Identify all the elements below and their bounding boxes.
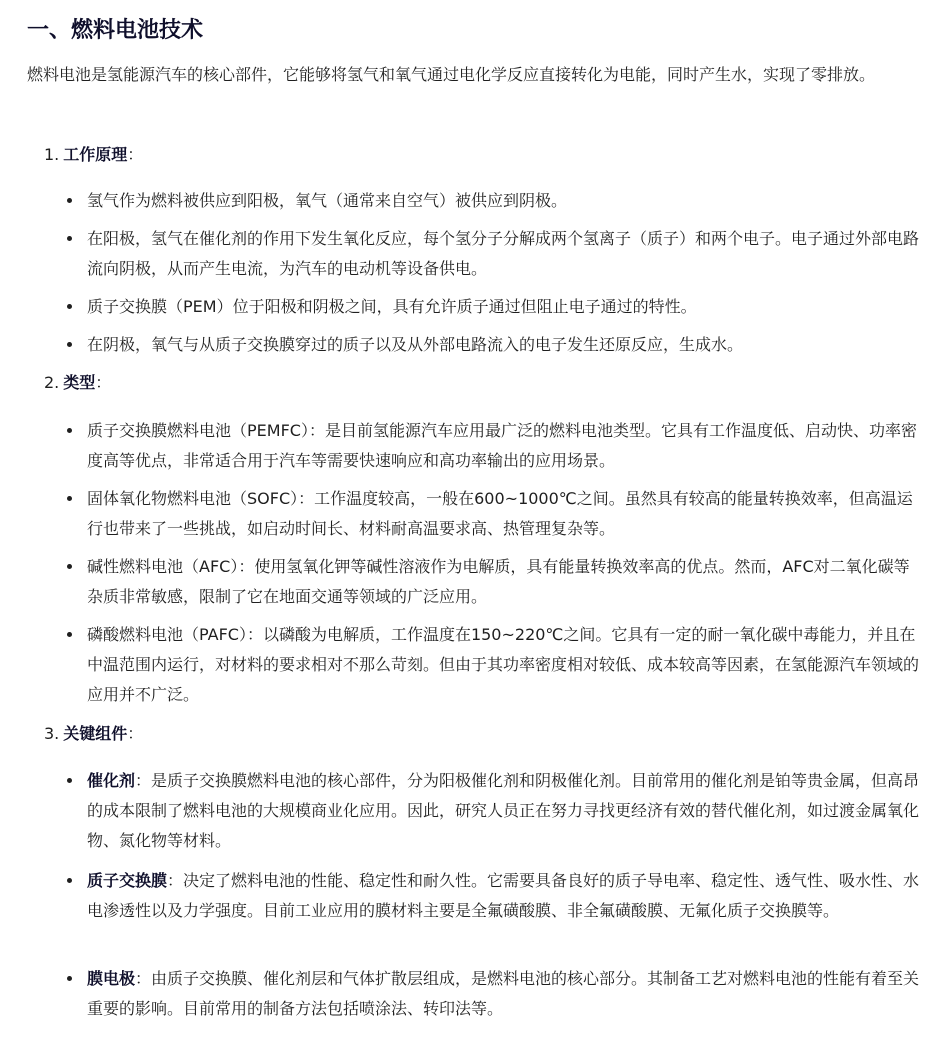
intro-paragraph: 燃料电池是氢能源汽车的核心部件，它能够将氢气和氧气通过电化学反应直接转化为电能，同时产生水，实现了零排放。 [27, 65, 876, 84]
item-number: 2. [44, 373, 60, 392]
item-number: 3. [44, 724, 60, 743]
item-title: 类型 [63, 373, 96, 392]
numbered-item-types [44, 371, 111, 395]
list-item: 碱性燃料电池（AFC）：使用氢氧化钾等碱性溶液作为电解质，具有能量转换效率高的优点。然而，AFC对二氧化碳等杂质非常敏感，限制了它在地面交通等领域的广泛应用。 [87, 552, 922, 612]
list-item: 质子交换膜：决定了燃料电池的性能、稳定性和耐久性。它需要具备良好的质子导电率、稳定性、透气性、吸水性、水电渗透性以及力学强度。目前工业应用的膜材料主要是全氟磺酸膜、非全氟磺酸膜、无氟化质子交换膜等。 [87, 866, 922, 926]
list-item: 在阴极，氧气与从质子交换膜穿过的质子以及从外部电路流入的电子发生还原反应，生成水。 [87, 330, 922, 360]
numbered-item-components [44, 722, 143, 746]
item-colon: ： [127, 724, 144, 743]
item-title: 工作原理 [63, 145, 128, 164]
item-term: 膜电极 [87, 969, 136, 988]
list-item: 质子交换膜燃料电池（PEMFC）：是目前氢能源汽车应用最广泛的燃料电池类型。它具有工作温度低、启动快、功率密度高等优点，非常适合用于汽车等需要快速响应和高功率输出的应用场景。 [87, 416, 922, 476]
list-item: 固体氧化物燃料电池（SOFC）：工作温度较高，一般在600~1000℃之间。虽然具有较高的能量转换效率，但高温运行也带来了一些挑战，如启动时间长、材料耐高温要求高、热管理复杂等。 [87, 484, 922, 544]
list-item: 在阳极，氢气在催化剂的作用下发生氧化反应，每个氢分子分解成两个氢离子（质子）和两个电子。电子通过外部电路流向阴极，从而产生电流，为汽车的电动机等设备供电。 [87, 224, 922, 284]
section-heading: 一、燃料电池技术 [27, 18, 204, 43]
list-item: 膜电极：由质子交换膜、催化剂层和气体扩散层组成，是燃料电池的核心部分。其制备工艺对燃料电池的性能有着至关重要的影响。目前常用的制备方法包括喷涂法、转印法等。 [87, 964, 922, 1024]
item-term: 质子交换膜 [87, 871, 168, 890]
list-item: 磷酸燃料电池（PAFC）：以磷酸为电解质，工作温度在150~220℃之间。它具有一定的耐一氧化碳中毒能力，并且在中温范围内运行，对材料的要求相对不那么苛刻。但由于其功率密度相对较低、成本较高等因素，在氢能源汽车领域的应用并不广泛。 [87, 620, 922, 710]
item-colon: ： [127, 145, 144, 164]
list-item: 催化剂：是质子交换膜燃料电池的核心部件，分为阳极催化剂和阴极催化剂。目前常用的催化剂是铂等贵金属，但高昂的成本限制了燃料电池的大规模商业化应用。因此，研究人员正在努力寻找更经济有效的替代催化剂，如过渡金属氧化物、氮化物等材料。 [87, 766, 922, 856]
item-title: 关键组件 [63, 724, 128, 743]
list-item: 质子交换膜（PEM）位于阳极和阴极之间，具有允许质子通过但阻止电子通过的特性。 [87, 292, 922, 322]
item-number: 1. [44, 145, 60, 164]
numbered-item-principle [44, 143, 143, 167]
item-term: 催化剂 [87, 771, 136, 790]
item-colon: ： [95, 373, 112, 392]
list-item: 氢气作为燃料被供应到阳极，氧气（通常来自空气）被供应到阴极。 [87, 186, 922, 216]
